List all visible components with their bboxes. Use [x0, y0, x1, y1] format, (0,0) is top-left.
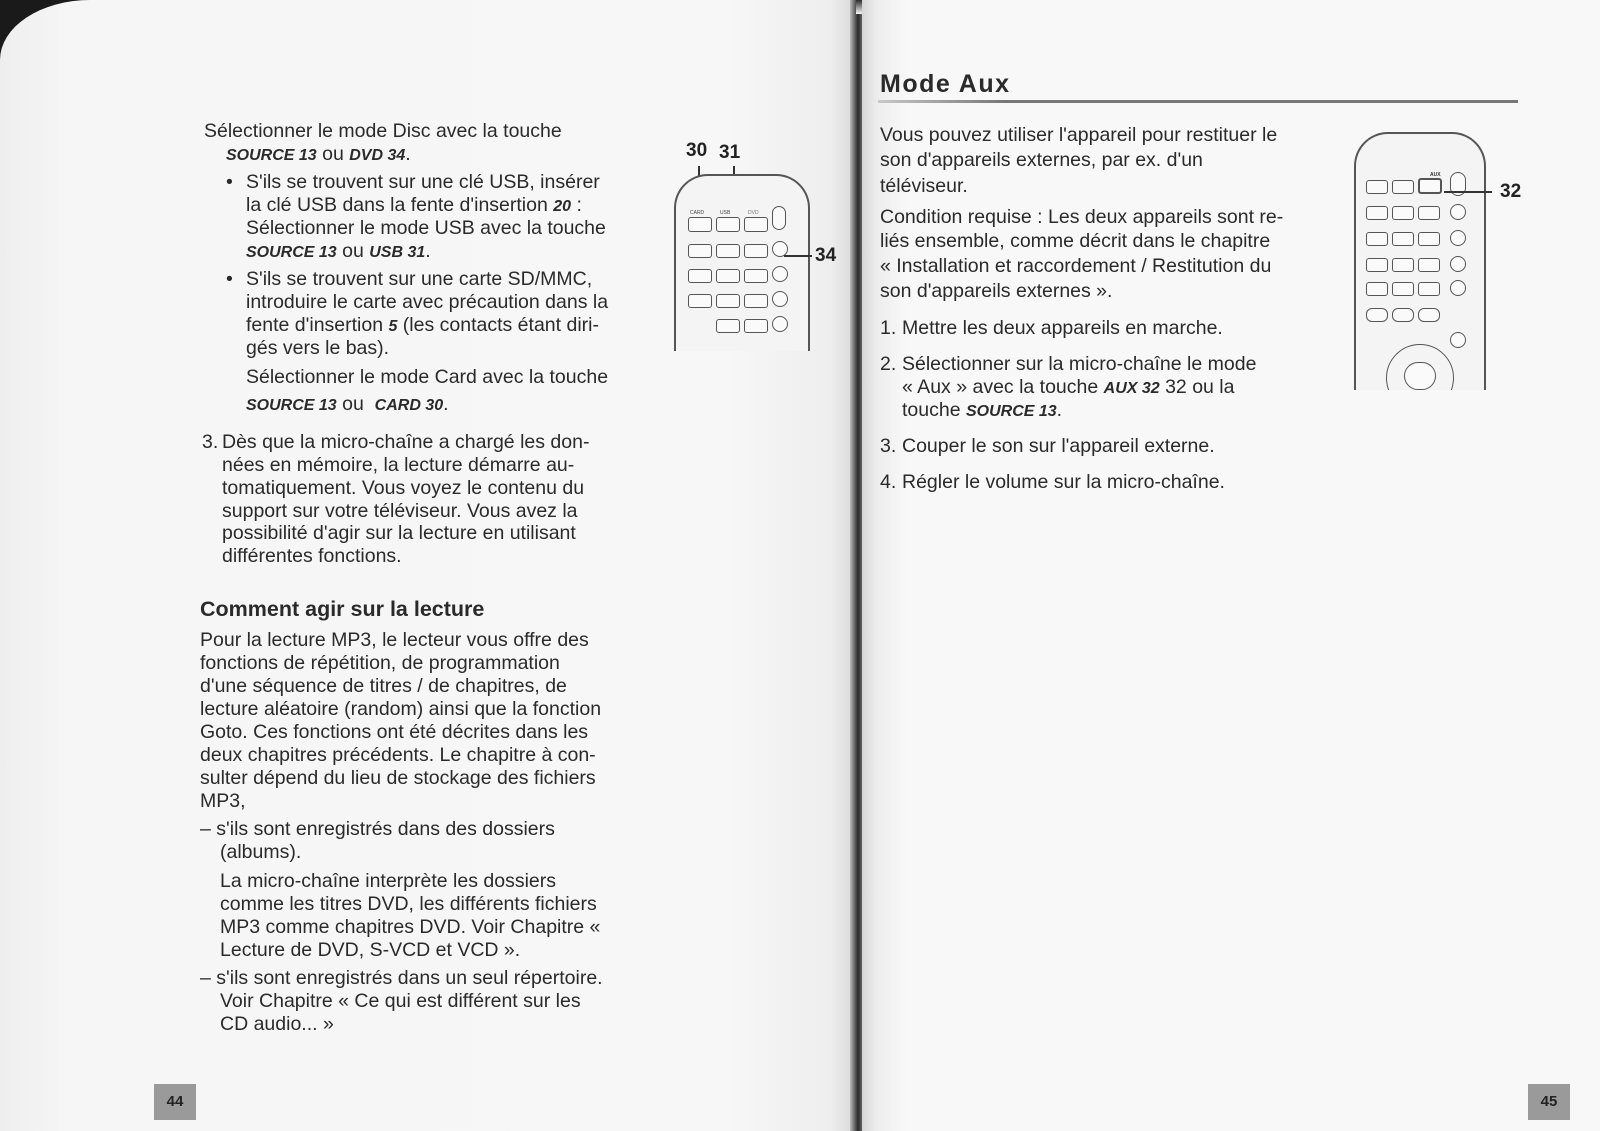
remote-dvd-label: DVD — [748, 210, 759, 216]
aux-key — [1418, 178, 1442, 194]
page-title: Mode Aux — [880, 70, 1011, 98]
callout-34: 34 — [815, 245, 837, 266]
bullet-dot: • — [226, 268, 233, 290]
card-key — [688, 217, 712, 232]
right-page: Mode Aux Vous pouvez utiliser l'appareil pour restituer le son d'appareils externes, par ex. d'un téléviseur. Condition requise : Les deux appareils sont re- liés ensemble, comme décrit dans le chapitre « Installation et raccordement / Restitution du son d'appareils externes ». 1. Mettre les deux appareils en marche. 2. Sélectionner sur la micro-chaîne le mode « Aux » avec la touche AUX 32 32 ou la touche SOURCE 13. 3. Couper le son sur l'appareil externe. 4. Régler le volume sur la micro-chaîne. AUX 32 45 — [862, 0, 1600, 1131]
page-number-right: 45 — [1528, 1084, 1570, 1120]
bullet-dot: • — [226, 171, 233, 193]
callout-31: 31 — [719, 142, 741, 163]
left-page: Sélectionner le mode Disc avec la touche SOURCE 13 ou DVD 34. • S'ils se trouvent sur une clé USB, insérer la clé USB dans la fente d'insertion 20 : Sélectionner le mode USB avec la touche SOURCE 13 ou USB 31. • S'ils se trouvent sur une carte SD/MMC, introduire le carte avec précaution dans la fente d'insertion 5 (les contacts étant diri- gés vers le bas). Sélectionner le mode Card avec la touche SOURCE 13 ou CARD 30. 3. Dès que la micro-chaîne a chargé les don- nées en mémoire, la lecture démarre au- tomatiquement. Vous voyez le contenu du support sur votre téléviseur. Vous avez la possibilité d'agir sur la lecture en utilisant différentes fonctions. Comment agir sur la lecture Pour la lecture MP3, le lecteur vous offre des fonctions de répétition, de programmation d'une séquence de titres / de chapitres, de lecture aléatoire (random) ainsi que la fonction Goto. Ces fonctions ont été décrites dans les deux chapitres précédents. Le chapitre à con- sulter dépend du lieu de stockage des fichiers MP3, – s'ils sont enregistrés dans des dossiers (albums). La micro-chaîne interprète les dossiers comme les titres DVD, les différents fichiers MP3 comme chapitres DVD. Voir Chapitre « Lecture de DVD, S-VCD et VCD ». – s'ils sont enregistrés dans un seul répertoire. Voir Chapitre « Ce qui est différent sur les CD audio... » 30 31 CARD USB DVD 34 44 — [0, 0, 856, 1131]
section-title: Comment agir sur la lecture — [200, 597, 485, 621]
remote-aux-label: AUX — [1430, 172, 1441, 178]
title-rule — [878, 100, 1518, 103]
remote-usb-label: USB — [720, 210, 731, 216]
dvd-key — [744, 217, 768, 232]
remote-card-label: CARD — [690, 210, 705, 216]
intro-line: Sélectionner le mode Disc avec la touche — [204, 120, 562, 142]
callout-32: 32 — [1500, 181, 1522, 202]
usb-key — [716, 217, 740, 232]
power-icon — [772, 206, 786, 230]
page-number-left: 44 — [154, 1084, 196, 1120]
callout-30: 30 — [686, 140, 708, 161]
intro-keys: SOURCE 13 ou DVD 34. — [226, 143, 411, 165]
